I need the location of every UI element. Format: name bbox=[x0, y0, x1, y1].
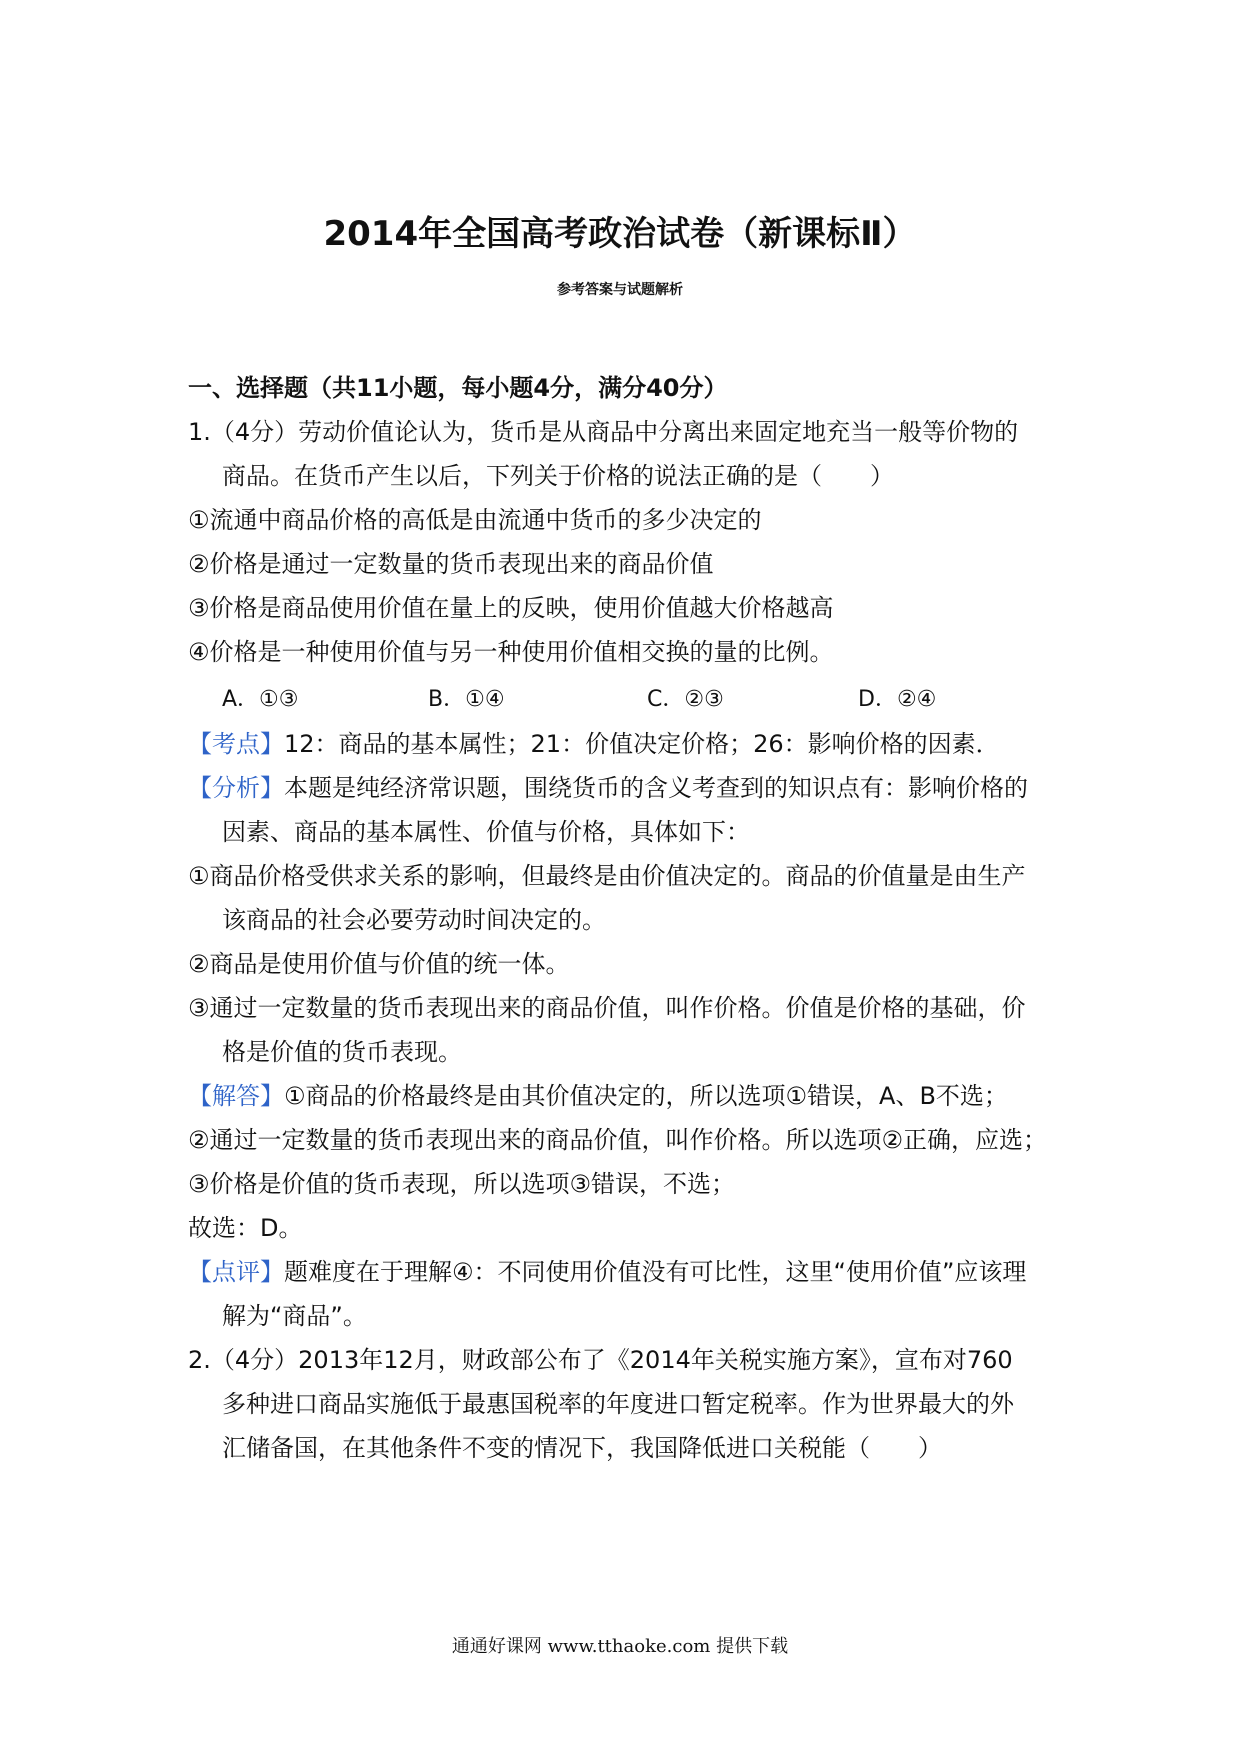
q1-analysis-1b: 该商品的社会必要劳动时间决定的。 bbox=[222, 906, 606, 934]
q1-option-a: A．①③ bbox=[222, 687, 299, 712]
page-footer: 通通好课网 www.tthaoke.com 提供下载 bbox=[451, 1636, 789, 1657]
page-subtitle: 参考答案与试题解析 bbox=[557, 282, 683, 298]
q1-fenxi bbox=[188, 772, 1028, 804]
dianping-tag: 【点评】 bbox=[188, 1258, 284, 1286]
q1-jieda-line2: ②通过一定数量的货币表现出来的商品价值，叫作价格。所以选项②正确，应选； bbox=[188, 1126, 1048, 1154]
q1-analysis-3a: ③通过一定数量的货币表现出来的商品价值，叫作价格。价值是价格的基础，价 bbox=[188, 994, 1026, 1022]
q1-statement-3: ③价格是商品使用价值在量上的反映，使用价值越大价格越高 bbox=[188, 594, 834, 622]
q1-dianping bbox=[188, 1256, 1026, 1288]
fenxi-text: 本题是纯经济常识题，围绕货币的含义考查到的知识点有：影响价格的 bbox=[284, 774, 1028, 802]
q2-stem-line1: 2.（4分）2013年12月，财政部公布了《2014年关税实施方案》，宣布对760 bbox=[188, 1346, 1013, 1374]
fenxi-tag: 【分析】 bbox=[188, 774, 284, 802]
q1-statement-2: ②价格是通过一定数量的货币表现出来的商品价值 bbox=[188, 550, 714, 578]
q1-stem-line1: 1.（4分）劳动价值论认为，货币是从商品中分离出来固定地充当一般等价物的 bbox=[188, 418, 1019, 446]
q1-answer: 故选：D。 bbox=[188, 1214, 303, 1242]
q2-stem-line3: 汇储备国，在其他条件不变的情况下，我国降低进口关税能（ ） bbox=[222, 1434, 942, 1462]
q1-jieda bbox=[188, 1080, 1008, 1112]
q1-dianping-line2: 解为“商品”。 bbox=[222, 1302, 367, 1330]
kaodian-text: 12：商品的基本属性；21：价值决定价格；26：影响价格的因素． bbox=[284, 730, 1000, 758]
q2-stem-line2: 多种进口商品实施低于最惠国税率的年度进口暂定税率。作为世界最大的外 bbox=[222, 1390, 1014, 1418]
q1-option-b: B．①④ bbox=[428, 687, 505, 712]
section-heading: 一、选择题（共11小题，每小题4分，满分40分） bbox=[188, 374, 728, 402]
kaodian-tag: 【考点】 bbox=[188, 730, 284, 758]
q1-stem-line2: 商品。在货币产生以后，下列关于价格的说法正确的是（ ） bbox=[222, 462, 894, 490]
q1-analysis-3b: 格是价值的货币表现。 bbox=[222, 1038, 462, 1066]
q1-kaodian bbox=[188, 728, 1000, 760]
page-title: 2014年全国高考政治试卷（新课标Ⅱ） bbox=[323, 214, 917, 254]
q1-option-d: D．②④ bbox=[858, 687, 937, 712]
jieda-text: ①商品的价格最终是由其价值决定的，所以选项①错误，A、B不选； bbox=[284, 1082, 1008, 1110]
dianping-text: 题难度在于理解④：不同使用价值没有可比性，这里“使用价值”应该理 bbox=[284, 1258, 1027, 1286]
jieda-tag: 【解答】 bbox=[188, 1082, 284, 1110]
q1-statement-4: ④价格是一种使用价值与另一种使用价值相交换的量的比例。 bbox=[188, 638, 834, 666]
q1-statement-1: ①流通中商品价格的高低是由流通中货币的多少决定的 bbox=[188, 506, 762, 534]
q1-fenxi-line2: 因素、商品的基本属性、价值与价格，具体如下： bbox=[222, 818, 750, 846]
q1-analysis-2: ②商品是使用价值与价值的统一体。 bbox=[188, 950, 570, 978]
q1-jieda-line3: ③价格是价值的货币表现，所以选项③错误，不选； bbox=[188, 1170, 736, 1198]
q1-analysis-1a: ①商品价格受供求关系的影响，但最终是由价值决定的。商品的价值量是由生产 bbox=[188, 862, 1026, 890]
q1-option-c: C．②③ bbox=[647, 687, 724, 712]
